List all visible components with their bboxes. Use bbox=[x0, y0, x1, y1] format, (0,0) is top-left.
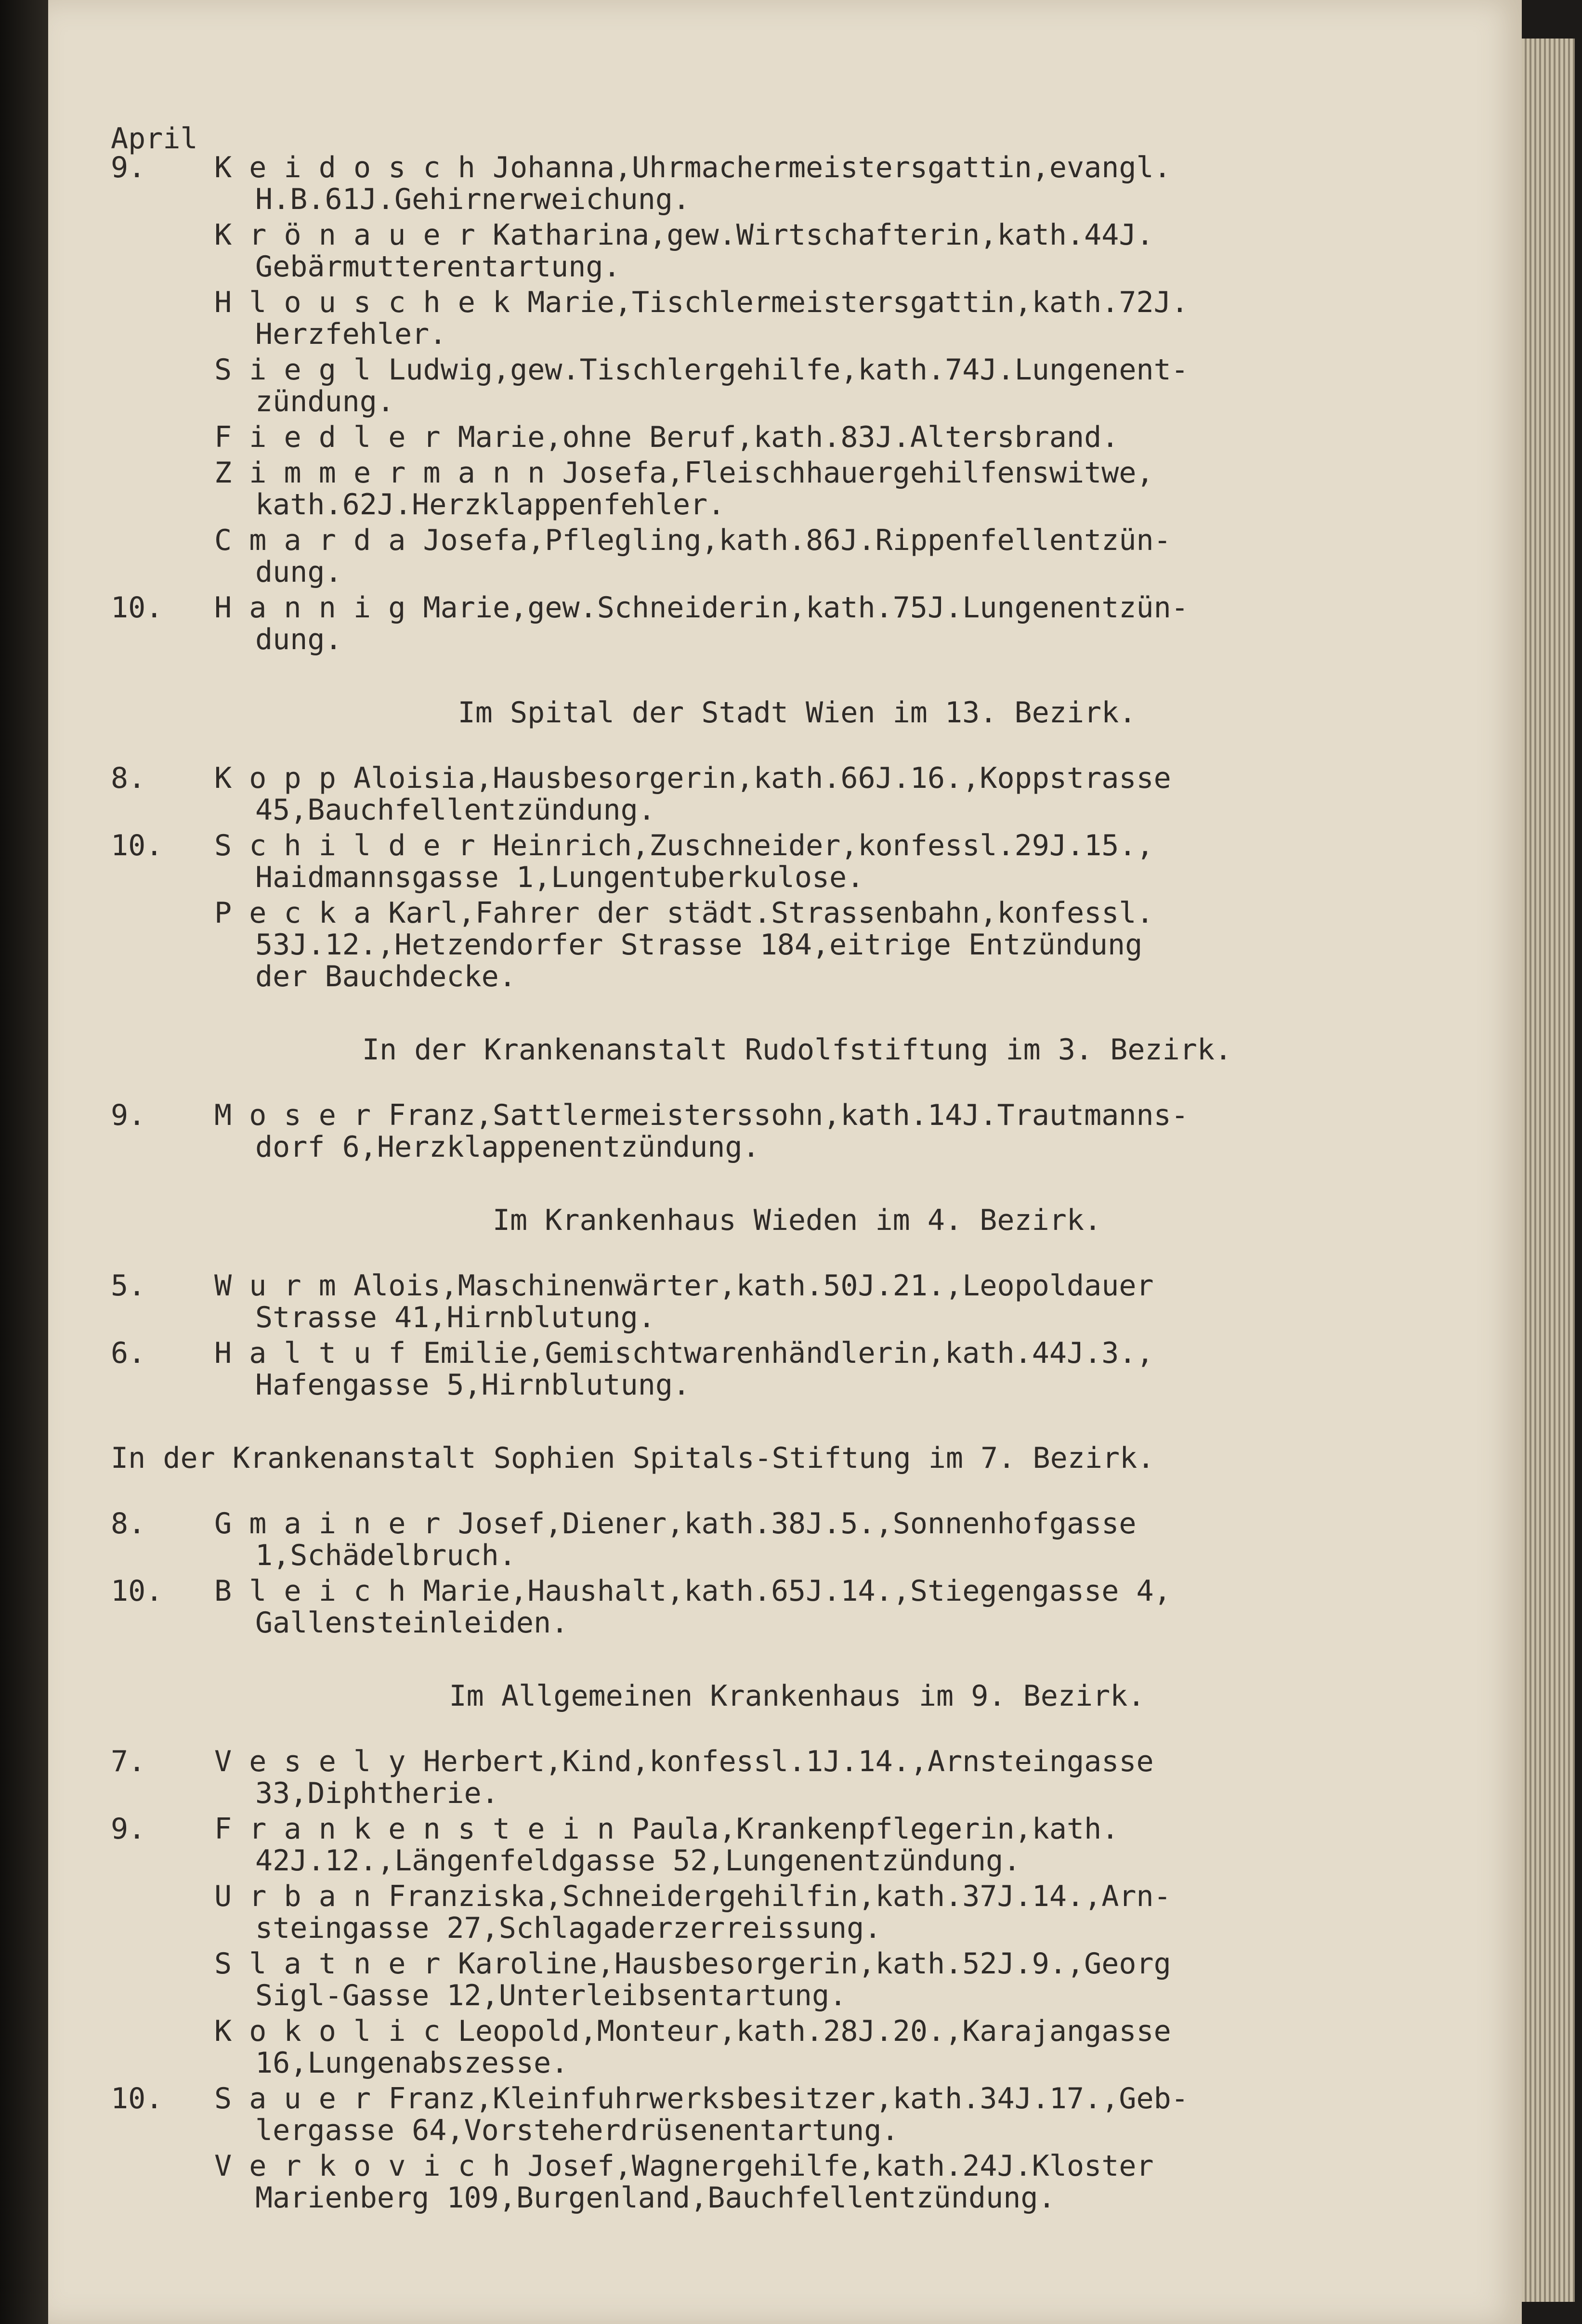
hospital-heading: Im Spital der Stadt Wien im 13. Bezirk. bbox=[458, 696, 1137, 730]
register-entry bbox=[111, 1099, 1483, 1163]
entry-day: 9. bbox=[111, 1812, 146, 1846]
entry-day: 9. bbox=[111, 1098, 146, 1132]
hospital-heading: Im Krankenhaus Wieden im 4. Bezirk. bbox=[492, 1203, 1102, 1237]
entry-day: 10. bbox=[111, 2082, 163, 2115]
register-entry bbox=[111, 762, 1483, 826]
register-entry bbox=[111, 219, 1483, 283]
register-entry bbox=[111, 287, 1483, 350]
entry-line-1: W u r m Alois,Maschinenwärter,kath.50J.21.,Leopoldauer bbox=[214, 1269, 1154, 1303]
entry-day: 6. bbox=[111, 1336, 146, 1370]
page-edges bbox=[1522, 39, 1575, 2302]
entry-line-2: Hafengasse 5,Hirnblutung. bbox=[255, 1368, 691, 1402]
entry-line-1: K o k o l i c Leopold,Monteur,kath.28J.20.,Karajangasse bbox=[214, 2014, 1171, 2048]
entry-line-1: C m a r d a Josefa,Pflegling,kath.86J.Rippenfellentzün- bbox=[214, 523, 1171, 557]
entry-line-2: Marienberg 109,Burgenland,Bauchfellentzündung. bbox=[255, 2181, 1056, 2215]
entry-line-1: F r a n k e n s t e i n Paula,Krankenpflegerin,kath. bbox=[214, 1812, 1119, 1846]
register-entry bbox=[111, 2083, 1483, 2146]
entry-line-2: zündung. bbox=[255, 385, 394, 418]
entry-day: 8. bbox=[111, 761, 146, 795]
death-register bbox=[111, 123, 1483, 2214]
entry-line-1: F i e d l e r Marie,ohne Beruf,kath.83J.Altersbrand. bbox=[214, 420, 1119, 454]
register-group bbox=[111, 697, 1483, 992]
register-entry bbox=[111, 1575, 1483, 1639]
entry-day: 5. bbox=[111, 1269, 146, 1303]
register-group bbox=[111, 1204, 1483, 1401]
entry-day: 10. bbox=[111, 829, 163, 862]
entry-line-1: V e s e l y Herbert,Kind,konfessl.1J.14.,Arnsteingasse bbox=[214, 1745, 1154, 1778]
entry-line-1: G m a i n e r Josef,Diener,kath.38J.5.,Sonnenhofgasse bbox=[214, 1507, 1137, 1541]
entry-line-2: kath.62J.Herzklappenfehler. bbox=[255, 488, 725, 522]
entry-line-1: K o p p Aloisia,Hausbesorgerin,kath.66J.16.,Koppstrasse bbox=[214, 761, 1171, 795]
entry-line-2: 1,Schädelbruch. bbox=[255, 1539, 516, 1572]
entry-line-2: Gallensteinleiden. bbox=[255, 1606, 569, 1640]
register-entry bbox=[111, 354, 1483, 418]
register-group bbox=[111, 1680, 1483, 2214]
entry-line-1: S l a t n e r Karoline,Hausbesorgerin,kath.52J.9.,Georg bbox=[214, 1947, 1171, 1981]
entry-line-1: H a n n i g Marie,gew.Schneiderin,kath.75J.Lungenentzün- bbox=[214, 591, 1189, 625]
entry-line-2: dorf 6,Herzklappenentzündung. bbox=[255, 1130, 760, 1164]
register-entry bbox=[111, 1813, 1483, 1877]
entry-line-1: Z i m m e r m a n n Josefa,Fleischhauergehilfenswitwe, bbox=[214, 456, 1154, 490]
book-binding bbox=[0, 0, 48, 2324]
register-entry bbox=[111, 830, 1483, 893]
register-entry bbox=[111, 1337, 1483, 1401]
register-entry bbox=[111, 1880, 1483, 1944]
entry-line-1: B l e i c h Marie,Haushalt,kath.65J.14.,Stiegengasse 4, bbox=[214, 1574, 1171, 1608]
entry-day: 10. bbox=[111, 591, 163, 625]
entry-line-1: S a u e r Franz,Kleinfuhrwerksbesitzer,kath.34J.17.,Geb- bbox=[214, 2082, 1189, 2115]
entry-line-2: 42J.12.,Längenfeldgasse 52,Lungenentzündung. bbox=[255, 1844, 1021, 1878]
entry-line-1: U r b a n Franziska,Schneidergehilfin,kath.37J.14.,Arn- bbox=[214, 1880, 1171, 1913]
entry-line-2: 33,Diphtherie. bbox=[255, 1776, 499, 1810]
register-group bbox=[111, 1034, 1483, 1163]
entry-line-2: 53J.12.,Hetzendorfer Strasse 184,eitrige Entzündung bbox=[255, 928, 1143, 962]
entry-line-2: Gebärmutterentartung. bbox=[255, 250, 621, 284]
register-entry bbox=[111, 897, 1483, 992]
entry-line-2: Strasse 41,Hirnblutung. bbox=[255, 1301, 655, 1334]
hospital-heading: In der Krankenanstalt Sophien Spitals-Stiftung im 7. Bezirk. bbox=[111, 1441, 1155, 1475]
entry-line-1: S c h i l d e r Heinrich,Zuschneider,konfessl.29J.15., bbox=[214, 829, 1154, 862]
entry-line-2: 16,Lungenabszesse. bbox=[255, 2046, 569, 2080]
entry-line-1: K e i d o s c h Johanna,Uhrmachermeistersgattin,evangl. bbox=[214, 151, 1171, 184]
entry-line-2: H.B.61J.Gehirnerweichung. bbox=[255, 183, 691, 216]
register-entry bbox=[111, 421, 1483, 453]
entry-line-1: H l o u s c h e k Marie,Tischlermeistersgattin,kath.72J. bbox=[214, 286, 1189, 319]
month-label: April bbox=[111, 122, 198, 156]
entry-line-2: lergasse 64,Vorsteherdrüsenentartung. bbox=[255, 2114, 899, 2147]
entry-line-1: P e c k a Karl,Fahrer der städt.Strassenbahn,konfessl. bbox=[214, 896, 1154, 930]
register-entry bbox=[111, 1746, 1483, 1809]
entry-line-2: Haidmannsgasse 1,Lungentuberkulose. bbox=[255, 861, 864, 894]
register-entry bbox=[111, 1948, 1483, 2011]
entry-day: 8. bbox=[111, 1507, 146, 1541]
entry-line-1: M o s e r Franz,Sattlermeisterssohn,kath.14J.Trautmanns- bbox=[214, 1098, 1189, 1132]
register-entry bbox=[111, 1270, 1483, 1333]
entry-line-2: Sigl-Gasse 12,Unterleibsentartung. bbox=[255, 1979, 847, 2012]
entry-day: 9. bbox=[111, 151, 146, 184]
entry-day: 7. bbox=[111, 1745, 146, 1778]
register-entry bbox=[111, 1508, 1483, 1571]
entry-line-2: dung. bbox=[255, 623, 342, 656]
register-entry bbox=[111, 457, 1483, 521]
register-group bbox=[111, 152, 1483, 655]
entry-line-2: Herzfehler. bbox=[255, 317, 447, 351]
register-group bbox=[111, 1442, 1483, 1639]
entry-line-1: V e r k o v i c h Josef,Wagnergehilfe,kath.24J.Kloster bbox=[214, 2149, 1154, 2183]
entry-line-2: 45,Bauchfellentzündung. bbox=[255, 793, 655, 827]
register-entry bbox=[111, 2150, 1483, 2214]
register-entry bbox=[111, 524, 1483, 588]
entry-line-2: steingasse 27,Schlagaderzerreissung. bbox=[255, 1911, 882, 1945]
entry-day: 10. bbox=[111, 1574, 163, 1608]
hospital-heading: In der Krankenanstalt Rudolfstiftung im 3. Bezirk. bbox=[362, 1033, 1232, 1067]
register-entry bbox=[111, 152, 1483, 215]
entry-line-1: S i e g l Ludwig,gew.Tischlergehilfe,kath.74J.Lungenent- bbox=[214, 353, 1189, 387]
entry-line-1: K r ö n a u e r Katharina,gew.Wirtschafterin,kath.44J. bbox=[214, 218, 1154, 252]
entry-line-2: dung. bbox=[255, 555, 342, 589]
hospital-heading: Im Allgemeinen Krankenhaus im 9. Bezirk. bbox=[449, 1679, 1145, 1713]
register-entry bbox=[111, 592, 1483, 655]
register-entry bbox=[111, 2015, 1483, 2079]
entry-line-1: H a l t u f Emilie,Gemischtwarenhändlerin,kath.44J.3., bbox=[214, 1336, 1154, 1370]
entry-line-3: der Bauchdecke. bbox=[255, 960, 516, 993]
